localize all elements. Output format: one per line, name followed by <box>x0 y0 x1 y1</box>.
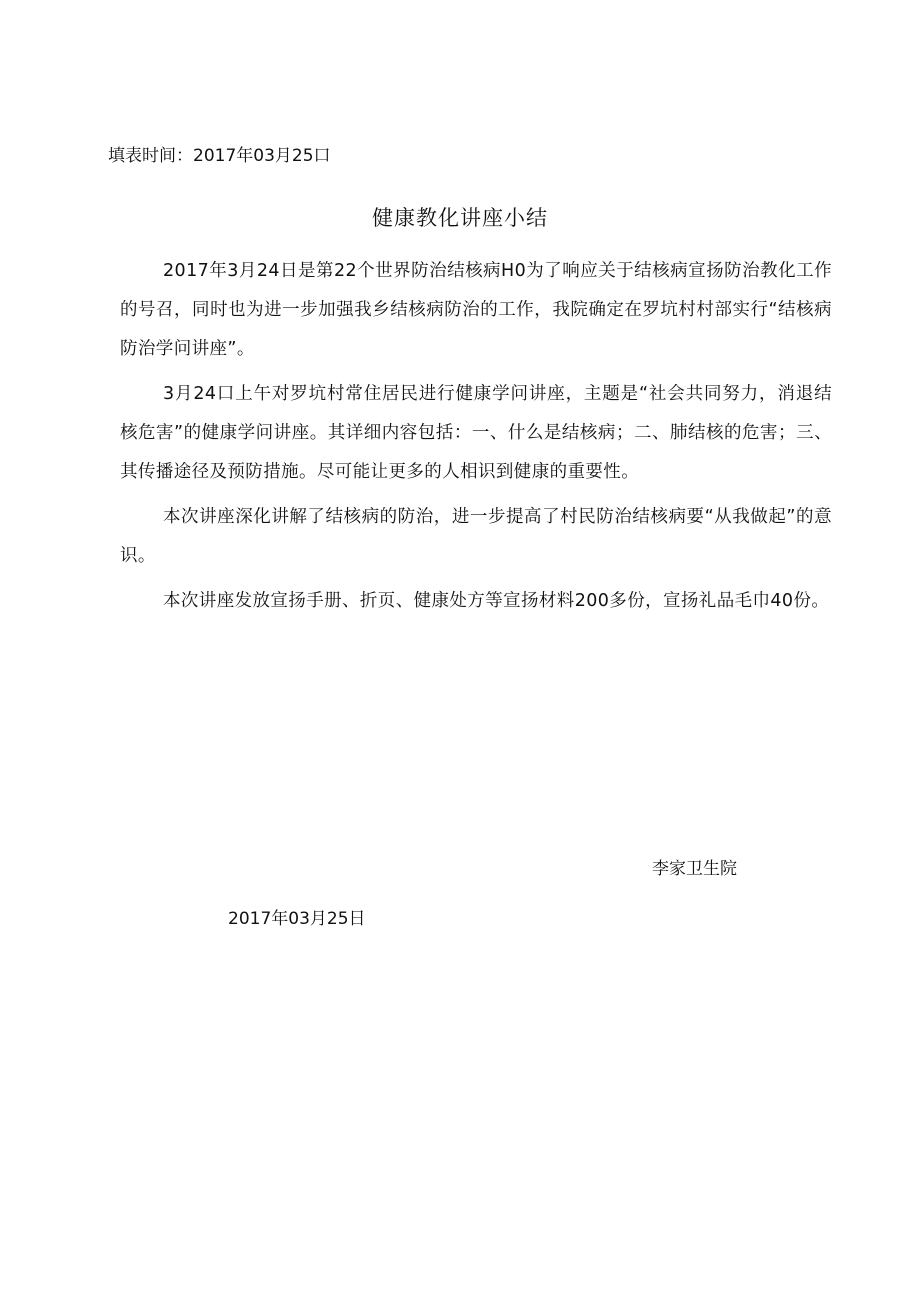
document-body <box>120 252 832 621</box>
paragraph-2: 3月24口上午对罗坑村常住居民进行健康学问讲座，主题是“社会共同努力，消退结核危害”的健康学问讲座。其详细内容包括：一、什么是结核病；二、肺结核的危害；三、其传播途径及预防措施。尽可能让更多的人相识到健康的重要性。 <box>120 384 832 482</box>
signer-name: 李家卫生院 <box>652 859 737 879</box>
paragraph-3: 本次讲座深化讲解了结核病的防治，进一步提高了村民防治结核病要“从我做起”的意识。 <box>120 507 832 566</box>
paragraph-4: 本次讲座发放宣扬手册、折页、健康处方等宣扬材料200多份，宣扬礼品毛巾40份。 <box>163 591 830 611</box>
document-title: 健康教化讲座小结 <box>372 206 548 230</box>
paragraph-1: 2017年3月24日是第22个世界防治结核病H0为了响应关于结核病宣扬防治教化工作的号召，同时也为进一步加强我乡结核病防治的工作，我院确定在罗坑村村部实行“结核病防治学问讲座”。 <box>120 261 832 359</box>
signature-date: 2017年03月25日 <box>228 909 366 929</box>
fill-date-line: 填表时间：2017年03月25口 <box>108 146 331 166</box>
